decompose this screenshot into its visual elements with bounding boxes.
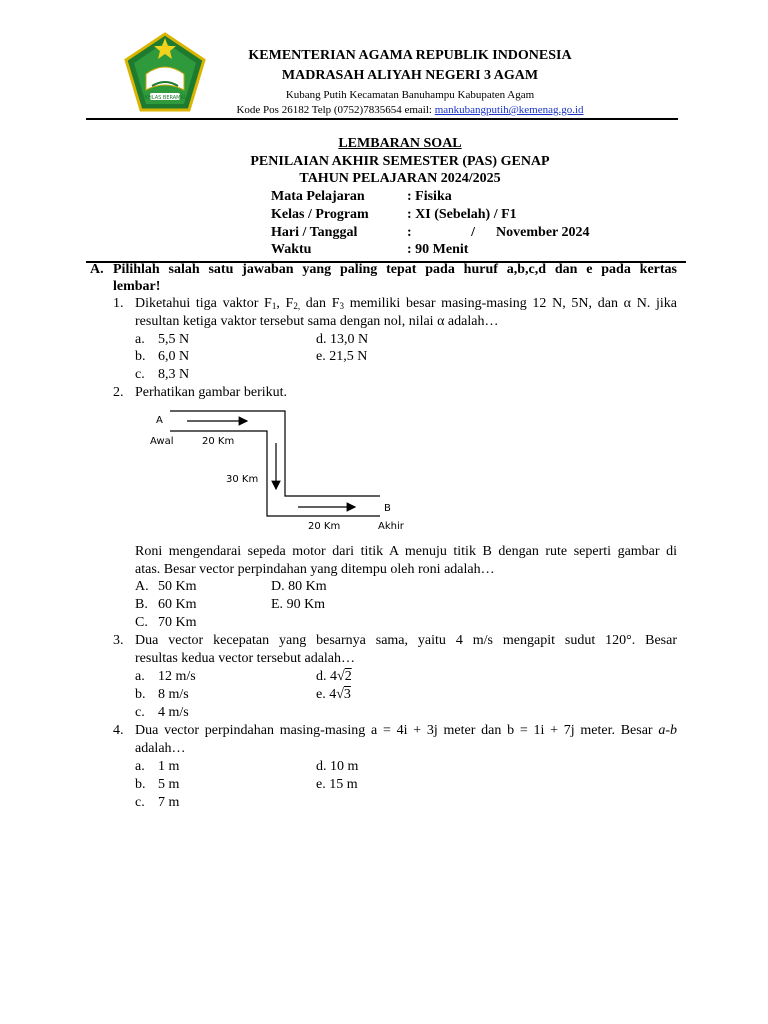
meta-label-subject: Mata Pelajaran bbox=[271, 189, 365, 204]
q3-number: 3. bbox=[113, 633, 124, 648]
radicand: 3 bbox=[343, 687, 351, 702]
q3-option-d[interactable]: d. 4√2 bbox=[316, 669, 352, 684]
q2-number: 2. bbox=[113, 385, 124, 400]
header-divider bbox=[86, 118, 678, 120]
meta-value-date: : / November 2024 bbox=[407, 225, 590, 240]
email-link[interactable]: mankubangputih@kemenag.go.id bbox=[434, 104, 584, 116]
school-contact bbox=[185, 103, 635, 117]
meta-label-class: Kelas / Program bbox=[271, 207, 369, 222]
sqrt-symbol: √ bbox=[337, 669, 345, 684]
svg-text:IKHLAS BERAMAL: IKHLAS BERAMAL bbox=[143, 95, 187, 101]
q2-option-a[interactable]: A. 50 Km bbox=[135, 579, 197, 594]
school-name: MADRASAH ALIYAH NEGERI 3 AGAM bbox=[281, 68, 539, 83]
q4-option-c[interactable]: c. 7 m bbox=[135, 795, 180, 810]
q4-option-d[interactable]: d. 10 m bbox=[316, 759, 359, 774]
q3-text: Dua vector kecepatan yang besarnya sama, yaitu 4 m/s mengapit sudut 120°. Besar bbox=[135, 633, 677, 648]
meta-label-date: Hari / Tanggal bbox=[271, 225, 358, 240]
q2-option-d[interactable]: D. 80 Km bbox=[271, 579, 327, 594]
distance-1-label: 20 Km bbox=[202, 436, 235, 447]
sqrt-symbol: √ bbox=[336, 687, 344, 702]
q1-number: 1. bbox=[113, 296, 124, 311]
meta-value-class: : XI (Sebelah) / F1 bbox=[407, 207, 517, 222]
q2-option-c[interactable]: C. 70 Km bbox=[135, 615, 197, 630]
distance-2-label: 30 Km bbox=[226, 474, 259, 485]
distance-3-label: 20 Km bbox=[308, 521, 341, 532]
q1-option-e[interactable]: e. 21,5 N bbox=[316, 349, 368, 364]
q3-text-cont: resultas kedua vector tersebut adalah… bbox=[135, 651, 356, 666]
start-label: Awal bbox=[150, 436, 174, 447]
q3-option-b[interactable]: b. 8 m/s bbox=[135, 687, 189, 702]
section-letter: A. bbox=[90, 262, 104, 277]
q2-text-cont: atas. Besar vector perpindahan yang ditempu oleh roni adalah… bbox=[135, 562, 495, 577]
academic-year: TAHUN PELAJARAN 2024/2025 bbox=[299, 171, 501, 186]
q4-option-a[interactable]: a. 1 m bbox=[135, 759, 180, 774]
q4-option-b[interactable]: b. 5 m bbox=[135, 777, 180, 792]
point-b-label: B bbox=[384, 503, 391, 514]
q2-option-e[interactable]: E. 90 Km bbox=[271, 597, 326, 612]
route-diagram bbox=[140, 405, 420, 535]
meta-label-time: Waktu bbox=[271, 242, 312, 257]
q1-option-a[interactable]: a. 5,5 N bbox=[135, 332, 190, 347]
q3-option-a[interactable]: a. 12 m/s bbox=[135, 669, 196, 684]
q1-option-c[interactable]: c. 8,3 N bbox=[135, 367, 190, 382]
q2-option-b[interactable]: B. 60 Km bbox=[135, 597, 197, 612]
meta-value-subject: : Fisika bbox=[407, 189, 452, 204]
section-instruction-cont: lembar! bbox=[113, 279, 161, 294]
section-instruction: Pilihlah salah satu jawaban yang paling tepat pada huruf a,b,c,d dan e pada kertas bbox=[113, 262, 677, 277]
radicand: 2 bbox=[344, 669, 352, 684]
q1-option-b[interactable]: b. 6,0 N bbox=[135, 349, 190, 364]
q3-option-c[interactable]: c. 4 m/s bbox=[135, 705, 189, 720]
meta-value-time: : 90 Menit bbox=[407, 242, 469, 257]
q4-option-e[interactable]: e. 15 m bbox=[316, 777, 358, 792]
q1-option-d[interactable]: d. 13,0 N bbox=[316, 332, 369, 347]
q4-text-cont: adalah… bbox=[135, 741, 186, 756]
point-a-label: A bbox=[156, 415, 163, 426]
q4-number: 4. bbox=[113, 723, 124, 738]
ministry-name: KEMENTERIAN AGAMA REPUBLIK INDONESIA bbox=[248, 48, 572, 63]
exam-title: PENILAIAN AKHIR SEMESTER (PAS) GENAP bbox=[250, 154, 550, 169]
q3-option-e[interactable]: e. 4√3 bbox=[316, 687, 351, 702]
school-address: Kubang Putih Kecamatan Banuhampu Kabupaten Agam bbox=[285, 89, 535, 101]
route-outer-path bbox=[170, 411, 380, 496]
contact-text: Kode Pos 26182 Telp (0752)7835654 email: bbox=[236, 104, 435, 116]
q2-text: Roni mengendarai sepeda motor dari titik A menuju titik B dengan rute seperti gambar di bbox=[135, 544, 677, 559]
end-label: Akhir bbox=[378, 521, 404, 532]
q4-text: Dua vector perpindahan masing-masing a = 4i + 3j meter dan b = 1i + 7j meter. Besar a-b bbox=[135, 723, 677, 738]
doc-title: LEMBARAN SOAL bbox=[338, 136, 462, 151]
q1-text: Diketahui tiga vaktor $F_1$, $F_{2,}$ dan $F_3$ memiliki besar masing-masing 12 N, 5N, dan α N. jika bbox=[135, 296, 677, 311]
q1-text-cont: resultan ketiga vaktor tersebut sama dengan nol, nilai α adalah… bbox=[135, 314, 499, 329]
q2-intro: Perhatikan gambar berikut. bbox=[135, 385, 288, 400]
